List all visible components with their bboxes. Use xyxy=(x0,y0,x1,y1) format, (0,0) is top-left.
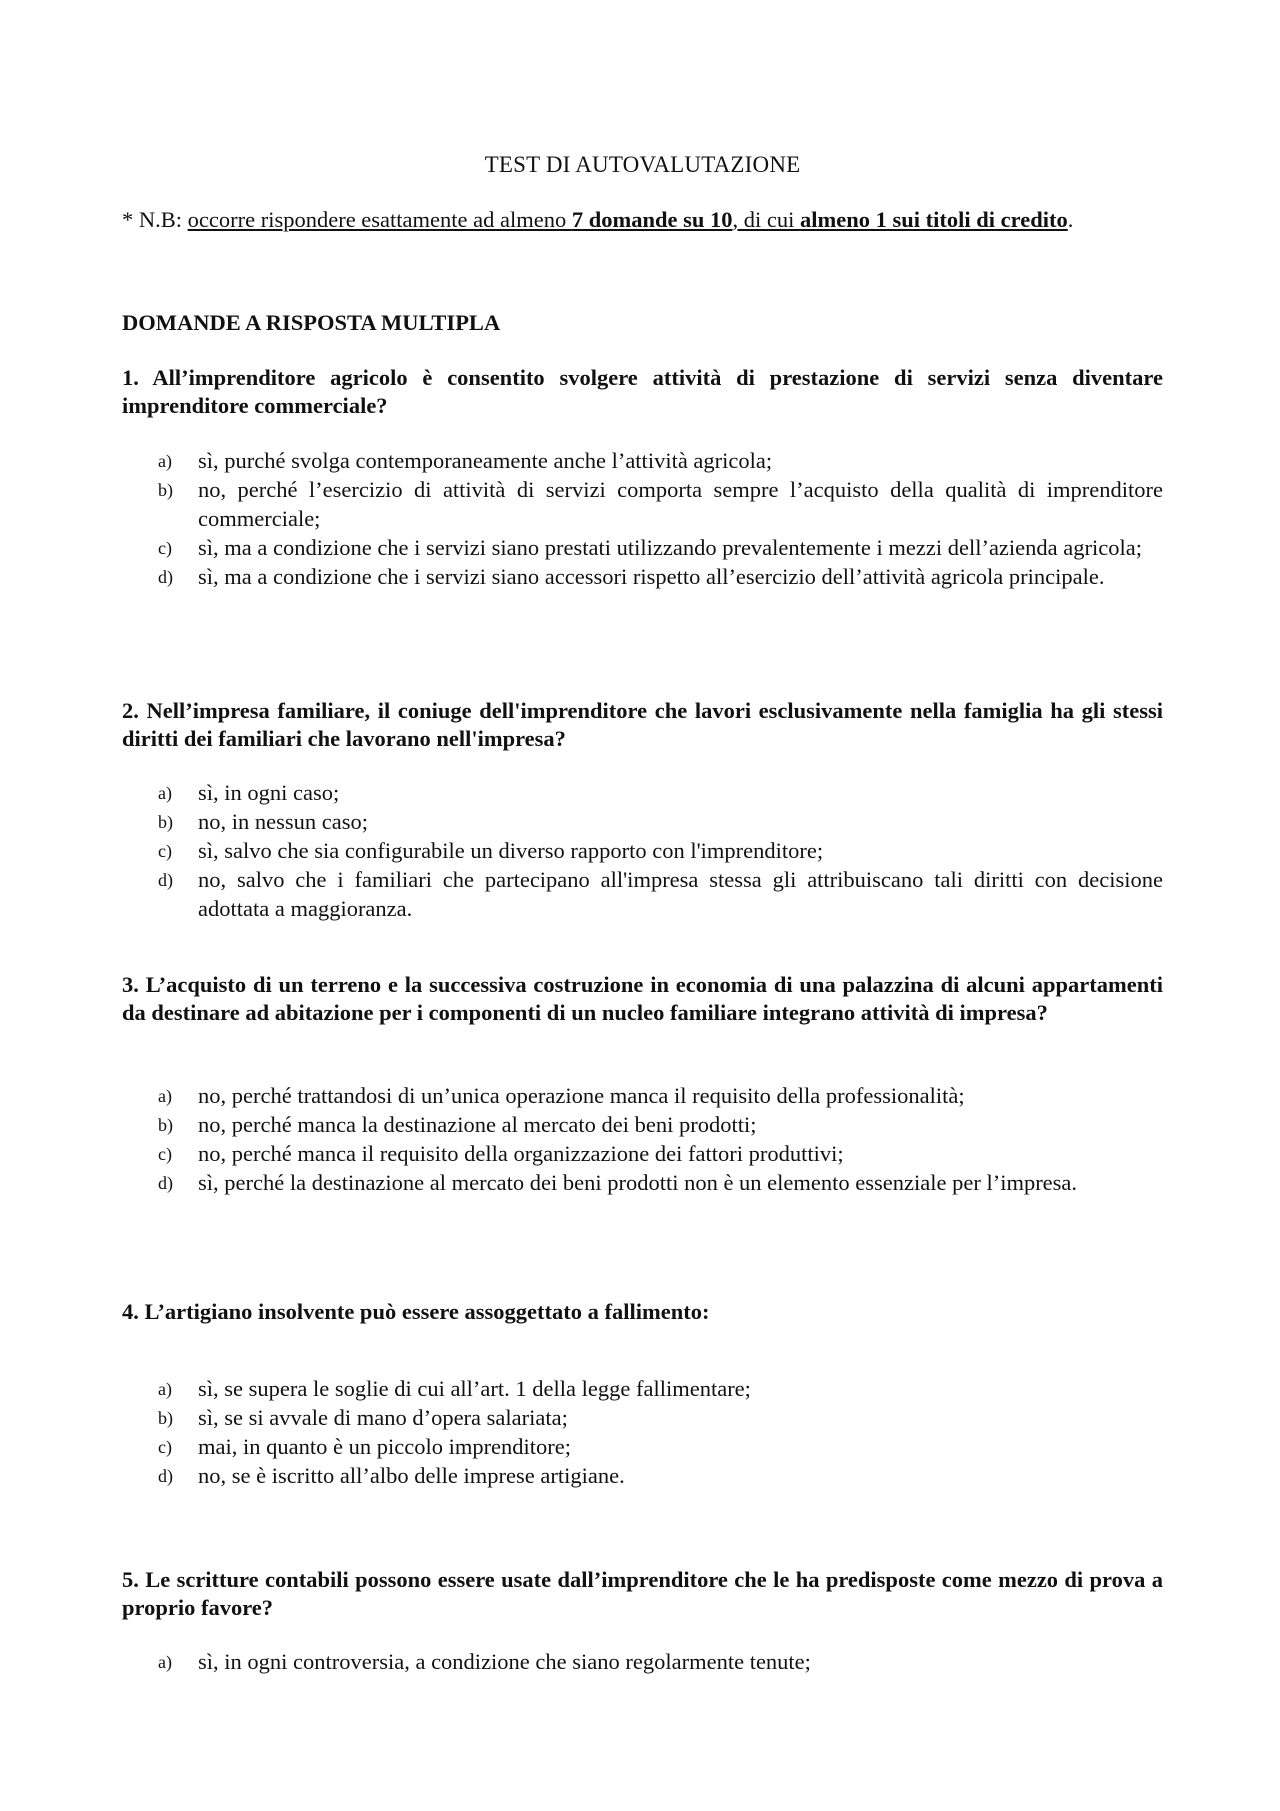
answer-letter: a) xyxy=(158,1086,172,1106)
answer-letter: c) xyxy=(158,841,172,861)
note-bold-1: 7 domande su 10 xyxy=(571,207,733,232)
answer-4d xyxy=(122,1461,1163,1490)
answer-text: sì, salvo che sia configurabile un diverso rapporto con l'imprenditore; xyxy=(198,838,824,863)
answers-question-2 xyxy=(122,778,1163,923)
question-5: 5. Le scritture contabili possono essere usate dall’imprenditore che le ha predisposte come mezzo di prova a proprio favore? xyxy=(122,1567,1163,1620)
answer-2b xyxy=(122,807,1163,836)
answer-3d xyxy=(122,1168,1163,1197)
answer-2a xyxy=(122,778,1163,807)
note-underlined xyxy=(188,207,1068,232)
answer-text: sì, ma a condizione che i servizi siano accessori rispetto all’esercizio dell’attività agricola principale. xyxy=(198,564,1105,589)
answer-text: no, perché manca il requisito della organizzazione dei fattori produttivi; xyxy=(198,1141,844,1166)
answer-1d xyxy=(122,562,1163,591)
answer-text: no, in nessun caso; xyxy=(198,809,368,834)
note-text-2: , di cui xyxy=(732,207,801,232)
answer-1a xyxy=(122,446,1163,475)
question-4: 4. L’artigiano insolvente può essere assoggettato a fallimento: xyxy=(122,1299,710,1324)
section-title: DOMANDE A RISPOSTA MULTIPLA xyxy=(122,310,501,335)
answer-text: no, perché l’esercizio di attività di servizi comporta sempre l’acquisto della qualità di imprenditore commerciale; xyxy=(198,477,1163,531)
answer-letter: d) xyxy=(158,870,173,890)
answer-text: no, perché manca la destinazione al mercato dei beni prodotti; xyxy=(198,1112,757,1137)
answer-1b xyxy=(122,475,1163,533)
question-2: 2. Nell’impresa familiare, il coniuge dell'imprenditore che lavori esclusivamente nella famiglia ha gli stessi diritti dei familiari che lavorano nell'impresa? xyxy=(122,698,1163,751)
answer-text: sì, perché la destinazione al mercato dei beni prodotti non è un elemento essenziale per l’impresa. xyxy=(198,1170,1078,1195)
answer-text: sì, in ogni controversia, a condizione che siano regolarmente tenute; xyxy=(198,1649,811,1674)
answer-letter: c) xyxy=(158,1437,172,1457)
answer-letter: d) xyxy=(158,1173,173,1193)
answers-question-4 xyxy=(122,1374,1163,1490)
answer-letter: a) xyxy=(158,451,172,471)
answer-text: no, salvo che i familiari che partecipano all'impresa stessa gli attribuiscano tali diritti con decisione adottata a maggioranza. xyxy=(198,867,1163,921)
answer-text: sì, in ogni caso; xyxy=(198,780,340,805)
answer-letter: c) xyxy=(158,1144,172,1164)
answer-3a xyxy=(122,1081,1163,1110)
document-title: TEST DI AUTOVALUTAZIONE xyxy=(484,152,801,177)
instructions-note xyxy=(122,205,1163,234)
answer-5a xyxy=(122,1647,1163,1676)
answer-letter: a) xyxy=(158,1652,172,1672)
answer-letter: a) xyxy=(158,783,172,803)
answer-letter: a) xyxy=(158,1379,172,1399)
answer-letter: b) xyxy=(158,480,173,500)
answer-letter: d) xyxy=(158,1466,173,1486)
note-suffix: . xyxy=(1067,207,1074,232)
answer-1c xyxy=(122,533,1163,562)
note-bold-2: almeno 1 sui titoli di credito xyxy=(800,207,1068,232)
answer-text: sì, purché svolga contemporaneamente anche l’attività agricola; xyxy=(198,448,773,473)
answer-4a xyxy=(122,1374,1163,1403)
answer-letter: d) xyxy=(158,567,173,587)
note-text-1: occorre rispondere esattamente ad almeno xyxy=(187,207,572,232)
answer-3b xyxy=(122,1110,1163,1139)
answer-2d xyxy=(122,865,1163,923)
answers-question-1 xyxy=(122,446,1163,591)
answers-question-3 xyxy=(122,1081,1163,1197)
question-1: 1. All’imprenditore agricolo è consentito svolgere attività di prestazione di servizi senza diventare imprenditore commerciale? xyxy=(122,365,1163,418)
document-page xyxy=(122,0,1163,1811)
answer-3c xyxy=(122,1139,1163,1168)
note-prefix: * N.B: xyxy=(122,207,188,232)
answer-4c xyxy=(122,1432,1163,1461)
answer-text: no, perché trattandosi di un’unica operazione manca il requisito della professionalità; xyxy=(198,1083,965,1108)
answer-letter: c) xyxy=(158,538,172,558)
answer-letter: b) xyxy=(158,1115,173,1135)
answer-text: sì, ma a condizione che i servizi siano prestati utilizzando prevalentemente i mezzi dell’azienda agricola; xyxy=(198,535,1142,560)
answer-letter: b) xyxy=(158,812,173,832)
question-3: 3. L’acquisto di un terreno e la successiva costruzione in economia di una palazzina di alcuni appartamenti da destinare ad abitazione per i componenti di un nucleo familiare integrano attività di impresa? xyxy=(122,972,1163,1025)
answer-text: no, se è iscritto all’albo delle imprese artigiane. xyxy=(198,1463,625,1488)
answer-letter: b) xyxy=(158,1408,173,1428)
answer-4b xyxy=(122,1403,1163,1432)
answer-2c xyxy=(122,836,1163,865)
answers-question-5 xyxy=(122,1647,1163,1676)
answer-text: mai, in quanto è un piccolo imprenditore; xyxy=(198,1434,572,1459)
answer-text: sì, se si avvale di mano d’opera salariata; xyxy=(198,1405,568,1430)
answer-text: sì, se supera le soglie di cui all’art. 1 della legge fallimentare; xyxy=(198,1376,751,1401)
